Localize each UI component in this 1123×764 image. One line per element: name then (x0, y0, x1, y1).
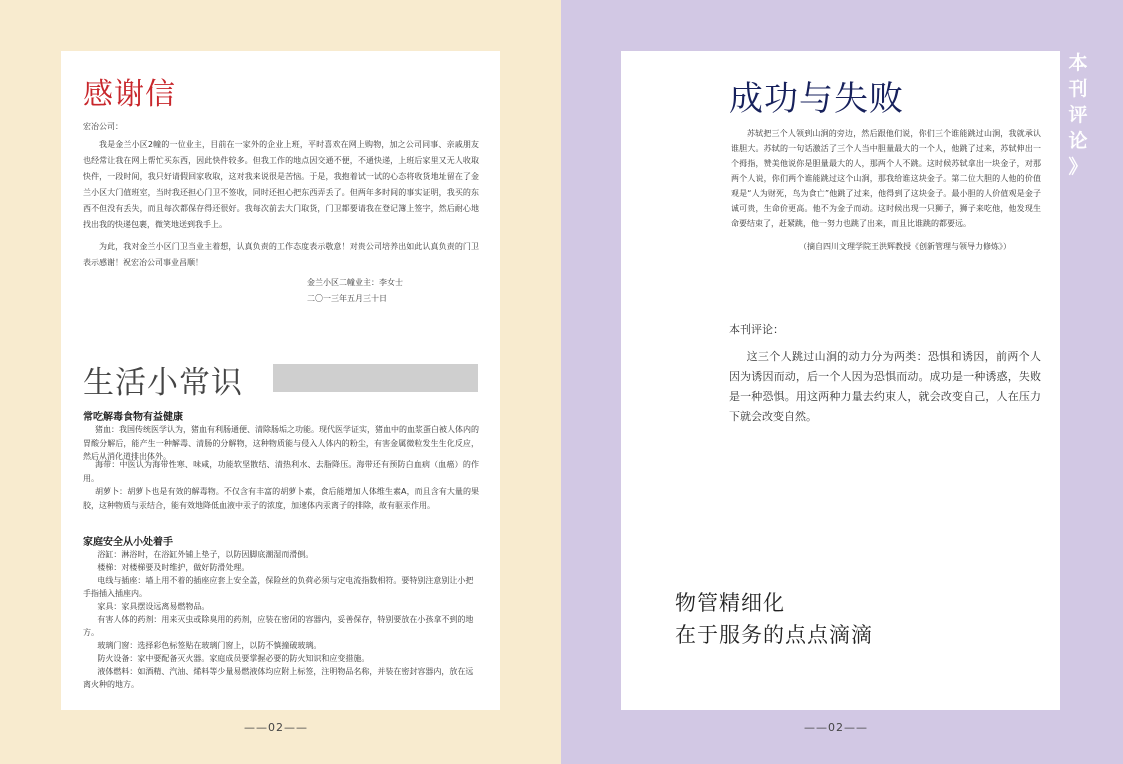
slogan-line-1: 物管精细化 (675, 591, 785, 615)
story-paragraph: 苏轼把三个人领到山涧的旁边，然后跟他们说，你们三个谁能跳过山涧，我就承认谁胆大。苏轼的一句话激活了三个人当中胆量最大的一个人，他跳了过来，苏轼伸出一个拇指，赞美他说你是胆量最大的人，那两个人不跳。这时候苏轼拿出一块金子，对那两个人说，你们两个谁能跳过这个山涧，那我给谁这块金子。第二位大胆的人他的价值观是“人为财死，鸟为食亡”他跳了过来，他得到了这块金子。最小胆的人价值观是金子诚可贵，生命价更高。他不为金子而动。这时候出现一只狮子，狮子来吃他，他发现生命要结束了，赶紧跳，他一努力也跳了出来，而且比谁跳的都要远。 (731, 129, 1041, 228)
safety-item: 楼梯：对楼梯要及时维护，做好防滑处理。 (97, 563, 250, 572)
letter-date: 二〇一三年五月三十日 (307, 294, 387, 303)
home-safety-heading: 家庭安全从小处着手 (83, 537, 173, 548)
side-label-char: 论 (1068, 130, 1088, 152)
story-source: （摘自四川文理学院王洪辉教授《创新管理与领导力修炼》） (799, 242, 1011, 251)
thank-you-letter-title: 感谢信 (83, 77, 176, 112)
safety-item: 玻璃门窗：选择彩色标签贴在玻璃门窗上，以防不慎撞破玻璃。 (97, 641, 322, 650)
letter-paragraph-2: 为此，我对金兰小区门卫当业主着想，认真负责的工作态度表示敬意！对贵公司培养出如此认真负责的门卫表示感谢！祝宏冶公司事业昌顺！ (83, 242, 479, 267)
left-page-number: ——02—— (244, 721, 308, 734)
review-text: 这三个人跳过山涧的动力分为两类：恐惧和诱因，前两个人因为诱因而动，后一个人因为恐惧而动。成功是一种诱惑，失败是一种恐惧。用这两种力量去约束人，就会改变自己，人在压力下就会改变自然。 (729, 350, 1041, 423)
left-page (61, 51, 500, 710)
safety-item: 有害人体的药剂：用来灭虫或除臭用的药剂，应装在密闭的容器内，妥善保存，特别要放在小孩拿不到的地方。 (83, 615, 474, 637)
side-label-char: 本 (1068, 52, 1088, 74)
slogan-line-2: 在于服务的点点滴滴 (675, 623, 873, 647)
safety-item: 浴缸：淋浴时，在浴缸外铺上垫子，以防因脚底潮湿而滑倒。 (97, 550, 314, 559)
right-page (621, 51, 1060, 710)
detox-food-heading: 常吃解毒食物有益健康 (83, 412, 183, 423)
decorative-gray-bar (273, 364, 478, 392)
detox-kelp: 海带：中医认为海带性寒、味咸，功能软坚散结、清热利水、去脂降压。海带还有预防白血病（血癌）的作用。 (83, 460, 479, 483)
letter-signature: 金兰小区二幢业主：李女士 (307, 278, 403, 287)
detox-carrot: 胡萝卜：胡萝卜也是有效的解毒物。不仅含有丰富的胡萝卜素，食后能增加人体维生素A，而且含有大量的果胶，这种物质与汞结合，能有效地降低血液中汞子的浓度，加速体内汞离子的排除，故有驱汞作用。 (83, 487, 479, 510)
review-label: 本刊评论： (729, 323, 784, 336)
safety-item: 防火设备：家中要配备灭火器。家庭成员要掌握必要的防火知识和应变措施。 (97, 654, 370, 663)
letter-greeting: 宏冶公司： (83, 122, 123, 131)
column-side-label (1066, 50, 1090, 180)
side-label-char: 刊 (1068, 78, 1088, 100)
life-tips-title: 生活小常识 (83, 365, 243, 401)
letter-paragraph-1: 我是金兰小区2幢的一位业主，目前在一家外的企业上班，平时喜欢在网上购物，加之公司同事、亲戚朋友也经常让我在网上帮忙买东西，因此快件较多。但我工作的地点因交通不便，不通快递，上班后家里又无人收取快件，一段时间，我只好请假回家收取，这对我来说很是苦恼。于是，我抱着试一试的心态将收货地址留在了金兰小区大门值班室，当时我还担心门卫不签收，同时还担心把东西弄丢了。但两年多时间的事实证明，我买的东西不但没有丢失，而且每次都保存得还很好。我每次前去大门取货，门卫都要请我在登记簿上签字，然后耐心地找出我的快递包裹，微笑地送到我手上。 (83, 140, 479, 229)
right-page-number: ——02—— (804, 721, 868, 734)
safety-item: 家具：家具摆设远离易燃物品。 (97, 602, 210, 611)
detox-pig-blood: 猪血：我国传统医学认为，猪血有利肠通便、清除肠垢之功能。现代医学证实，猪血中的血浆蛋白被人体内的胃酸分解后，能产生一种解毒、清肠的分解物，这种物质能与侵入人体内的粉尘，有害金属微粒发生生化反应，然后从消化道排出体外。 (83, 425, 479, 461)
success-failure-title: 成功与失败 (729, 79, 904, 119)
safety-item: 电线与插座：墙上用不着的插座应套上安全盖，保险丝的负荷必须与定电流指数相符。要特别注意别让小把手指插入插座内。 (83, 576, 474, 598)
side-label-char: 评 (1068, 104, 1088, 126)
side-label-char: 》 (1068, 156, 1088, 178)
safety-item: 液体燃料：如酒精、汽油、烯料等少量易燃液体均应附上标签，注明物品名称，并装在密封容器内，放在远离火种的地方。 (83, 667, 474, 689)
